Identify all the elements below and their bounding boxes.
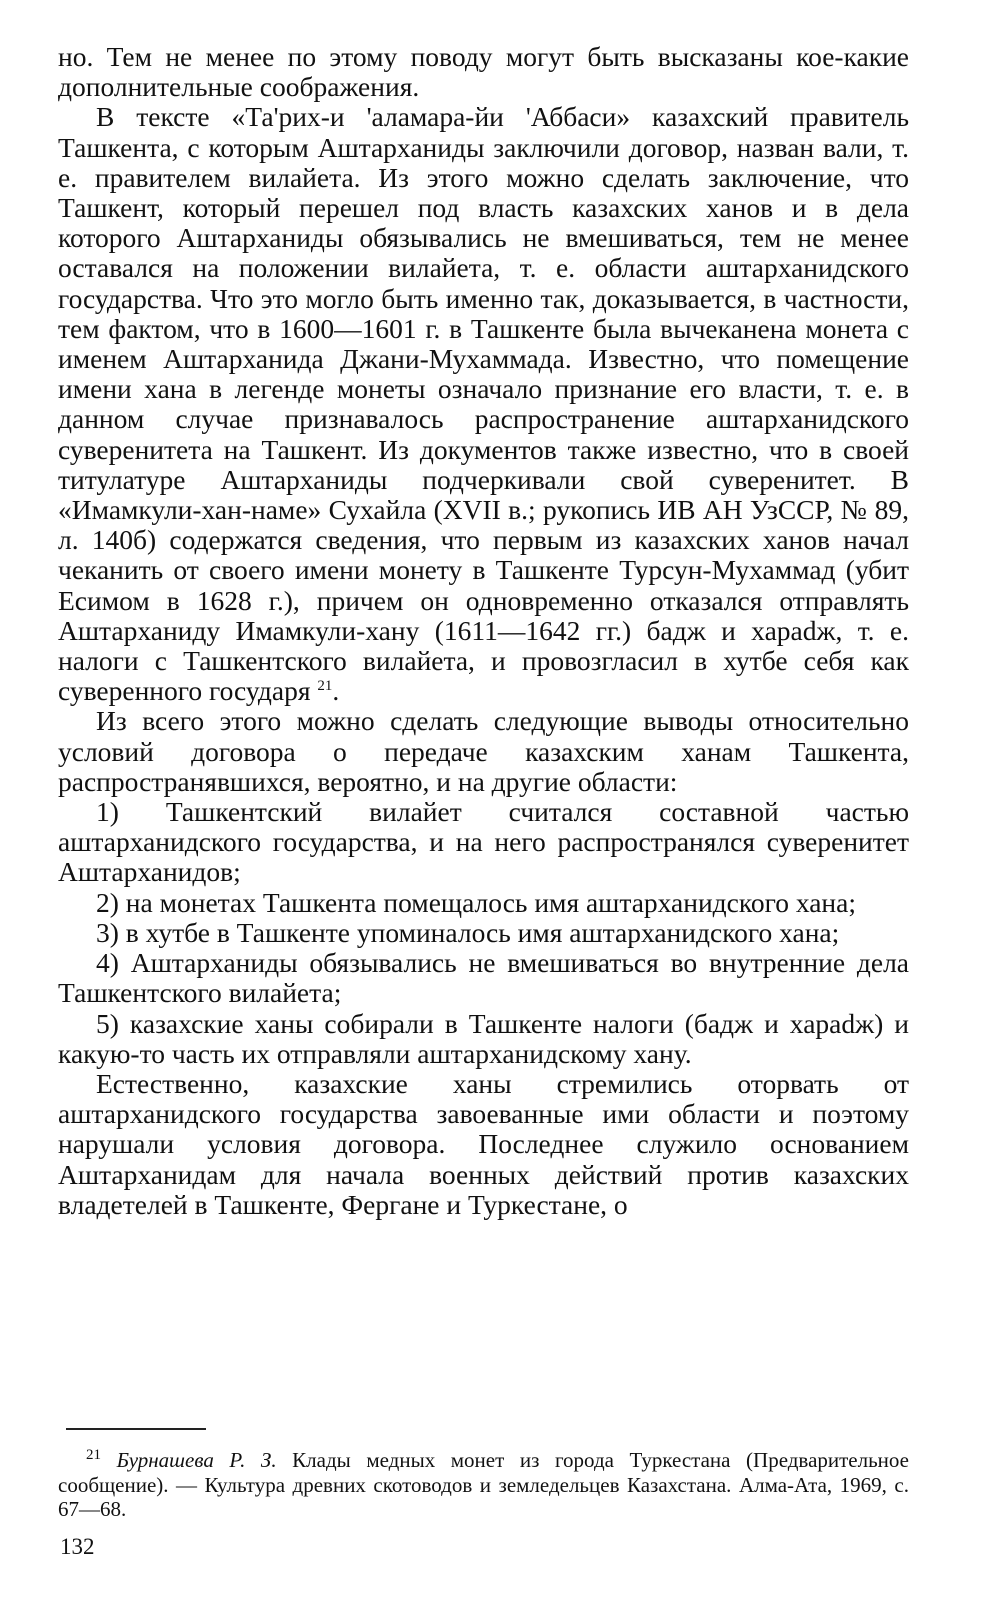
paragraph-2-text: В тексте «Та'рих-и 'аламара-йи 'Аббаси» казахский правитель Ташкента, с которым Аштарханиды заключили договор, назван вали, т. е. правителем вилайета. Из этого можно сделать заключение, что Ташкент, который перешел под власть казахских ханов и в дела которого Аштарханиды обязывались не вмешиваться, тем не менее оставался на положении вилайета, т. е. области аштарханидского государства. Что это могло быть именно так, доказывается, в частности, тем фактом, что в 1600—1601 г. в Ташкенте была вычеканена монета с именем Аштарханида Джани-Мухаммада. Известно, что помещение имени хана в легенде монеты означало признание его власти, т. е. в данном случае признавалось распространение аштарханидского суверенитета на Ташкент. Из документов также известно, что в своей титулатуре Аштарханиды подчеркивали свой суверенитет. В «Имамкули-хан-наме» Сухайла (XVII в.; рукопись ИВ АН УзССР, № 89, л. 140б) содержатся сведения, что первым из казахских ханов начал чеканить от своего имени монету в Ташкенте Турсун-Мухаммад (убит Есимом в 1628 г.), причем он одновременно отказался отправлять Аштарханиду Имамкули-хану (1611—1642 гг.) бадж и хараdж, т. е. налоги с Ташкентского вилайета, и провозгласил в хутбе себя как суверенного государя — [58, 101, 909, 707]
paragraph-2 — [58, 102, 909, 706]
footnote-21 — [58, 1448, 909, 1522]
list-item-4: 4) Аштарханиды обязывались не вмешиваться во внутренние дела Ташкентского вилайета; — [58, 947, 909, 1009]
footnote-citation: Клады медных монет из города Туркестана (Предварительное сообщение). — Культура древних скотоводов и земледельцев Казахстана. Алма-Ата, 1969, с. 67—68. — [58, 1448, 909, 1521]
list-item-3: 3) в хутбе в Ташкенте упоминалось имя аштарханидского хана; — [96, 916, 840, 948]
list-item-2: 2) на монетах Ташкента помещалось имя аштарханидского хана; — [96, 886, 856, 918]
list-item-1: 1) Ташкентский вилайет считался составной частью аштарханидского государства, и на него распространялся суверенитет Аштарханидов; — [58, 796, 909, 888]
list-item-5: 5) казахские ханы собирали в Ташкенте налоги (бадж и хараdж) и какую-то часть их отправляли аштарханидскому хану. — [58, 1007, 909, 1069]
footnote-ref: 21 — [317, 678, 333, 695]
paragraph-2-end: . — [332, 675, 340, 707]
footnote-author: Бурнашева Р. З. — [116, 1448, 277, 1472]
footnotes — [58, 1428, 909, 1522]
paragraph-3: Из всего этого можно сделать следующие выводы относительно условий договора о передаче казахским ханам Ташкента, распространявшихся, вероятно, и на другие области: — [58, 705, 909, 797]
main-text — [58, 42, 909, 1220]
paragraph-1: но. Тем не менее по этому поводу могут быть высказаны кое-какие дополнительные соображения. — [58, 41, 909, 103]
paragraph-final: Естественно, казахские ханы стремились оторвать от аштарханидского государства завоеванные ими области и поэтому нарушали условия договора. Последнее служило основанием Аштарханидам для начала военных действий против казахских владетелей в Ташкенте, Фергане и Туркестане, о — [58, 1067, 909, 1220]
footnote-divider — [66, 1428, 206, 1430]
page-number: 132 — [60, 1534, 95, 1559]
footnote-number: 21 — [86, 1447, 101, 1463]
